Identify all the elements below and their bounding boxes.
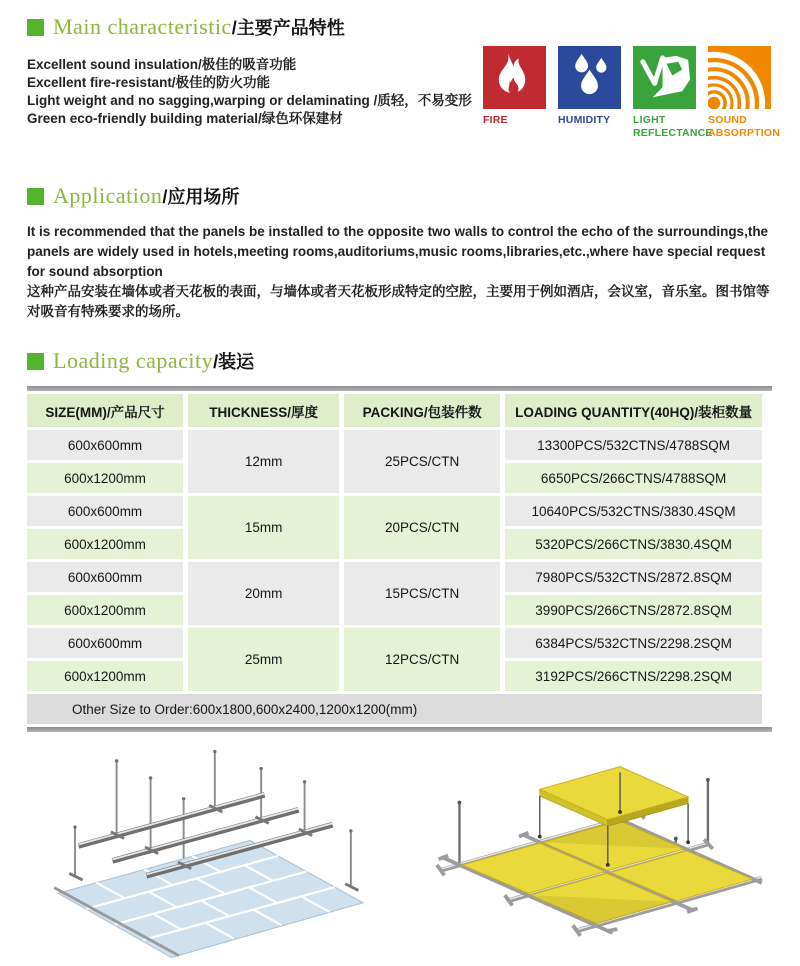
property-icon-humidity xyxy=(558,46,622,139)
feature-item: Excellent sound insulation/极佳的吸音功能 xyxy=(27,57,297,72)
cell-packing: 20PCS/CTN xyxy=(344,496,500,559)
feature-item: Green eco-friendly building material/绿色环保建材 xyxy=(27,111,343,127)
cell-size: 600x1200mm xyxy=(27,529,183,559)
humidity-icon-label: HUMIDITY xyxy=(558,114,611,126)
section-title-en: Loading capacity xyxy=(53,348,214,374)
application-text-en: It is recommended that the panels be installed to the opposite two walls to control the echo of the surroundings,the panels are widely used in hotels,meeting rooms,auditoriums,music rooms,libraries,etc.,where have special request for sound absorption xyxy=(27,224,769,280)
cell-thickness: 15mm xyxy=(188,496,339,559)
property-icon-sound-absorption xyxy=(708,46,781,139)
col-header-thickness: THICKNESS/厚度 xyxy=(188,394,339,427)
table-row xyxy=(27,628,762,658)
feature-list xyxy=(27,56,472,139)
table-footer-row xyxy=(27,694,762,724)
fire-icon-label: FIRE xyxy=(483,114,508,126)
cell-size: 600x1200mm xyxy=(27,463,183,493)
section-application xyxy=(27,183,772,322)
property-icon-light-reflectance xyxy=(633,46,713,139)
section-title-en: Main characteristic xyxy=(53,14,232,39)
light-reflectance-icon xyxy=(633,46,696,109)
fire-icon xyxy=(483,46,546,109)
section-title-zh: /装运 xyxy=(213,352,255,373)
cell-loading: 5320PCS/266CTNS/3830.4SQM xyxy=(505,529,762,559)
loading-capacity-table xyxy=(22,391,767,727)
cell-packing: 15PCS/CTN xyxy=(344,562,500,625)
main-characteristic-body xyxy=(27,56,781,139)
cell-size: 600x600mm xyxy=(27,628,183,658)
humidity-icon xyxy=(558,46,621,109)
application-text xyxy=(27,222,772,322)
cell-size: 600x600mm xyxy=(27,496,183,526)
table-bottom-bar xyxy=(27,727,772,732)
cell-loading: 13300PCS/532CTNS/4788SQM xyxy=(505,430,762,460)
cell-loading: 3990PCS/266CTNS/2872.8SQM xyxy=(505,595,762,625)
col-header-size: SIZE(MM)/产品尺寸 xyxy=(27,394,183,427)
col-header-packing: PACKING/包装件数 xyxy=(344,394,500,427)
feature-item: Excellent fire-resistant/极佳的防火功能 xyxy=(27,75,271,91)
section-loading-capacity xyxy=(27,348,772,732)
property-icon-fire xyxy=(483,46,547,139)
cell-loading: 10640PCS/532CTNS/3830.4SQM xyxy=(505,496,762,526)
feature-item: Light weight and no sagging,warping or delaminating /质轻，不易变形 xyxy=(27,93,472,109)
cell-size: 600x600mm xyxy=(27,562,183,592)
cell-loading: 6384PCS/532CTNS/2298.2SQM xyxy=(505,628,762,658)
table-header-row xyxy=(27,394,762,427)
sound-absorption-icon xyxy=(708,46,771,109)
green-square-bullet xyxy=(27,19,44,36)
table-row xyxy=(27,496,762,526)
cell-packing: 12PCS/CTN xyxy=(344,628,500,691)
cell-thickness: 12mm xyxy=(188,430,339,493)
installation-diagrams xyxy=(27,744,772,966)
green-square-bullet xyxy=(27,353,44,370)
cell-size: 600x600mm xyxy=(27,430,183,460)
other-size-note: Other Size to Order:600x1800,600x2400,1200x1200(mm) xyxy=(27,694,762,724)
sound-absorption-icon-label: SOUND ABSORPTION xyxy=(708,114,781,139)
section-title-zh: /应用场所 xyxy=(162,187,240,208)
section-title-en: Application xyxy=(53,183,163,209)
section-main-characteristic xyxy=(27,14,781,139)
section-title-zh: /主要产品特性 xyxy=(231,18,345,38)
table-row xyxy=(27,562,762,592)
cell-loading: 3192PCS/266CTNS/2298.2SQM xyxy=(505,661,762,691)
cell-thickness: 25mm xyxy=(188,628,339,691)
cell-loading: 6650PCS/266CTNS/4788SQM xyxy=(505,463,762,493)
ceiling-diagram-concealed xyxy=(27,744,397,966)
table-row xyxy=(27,430,762,460)
application-text-zh: 这种产品安装在墙体或者天花板的表面，与墙体或者天花板形成特定的空腔，主要用于例如酒店，会议室，音乐室。图书馆等对吸音有特殊要求的场所。 xyxy=(27,284,770,320)
col-header-loading: LOADING QUANTITY(40HQ)/装柜数量 xyxy=(505,394,762,427)
green-square-bullet xyxy=(27,188,44,205)
cell-loading: 7980PCS/532CTNS/2872.8SQM xyxy=(505,562,762,592)
property-icons xyxy=(483,46,781,139)
main-characteristic-title xyxy=(27,14,772,40)
cell-thickness: 20mm xyxy=(188,562,339,625)
loading-capacity-title xyxy=(27,348,772,374)
cell-size: 600x1200mm xyxy=(27,661,183,691)
cell-packing: 25PCS/CTN xyxy=(344,430,500,493)
application-title xyxy=(27,183,772,209)
ceiling-diagram-exposed-grid xyxy=(402,744,772,966)
light-reflectance-icon-label: LIGHT REFLECTANCE xyxy=(633,114,713,139)
cell-size: 600x1200mm xyxy=(27,595,183,625)
